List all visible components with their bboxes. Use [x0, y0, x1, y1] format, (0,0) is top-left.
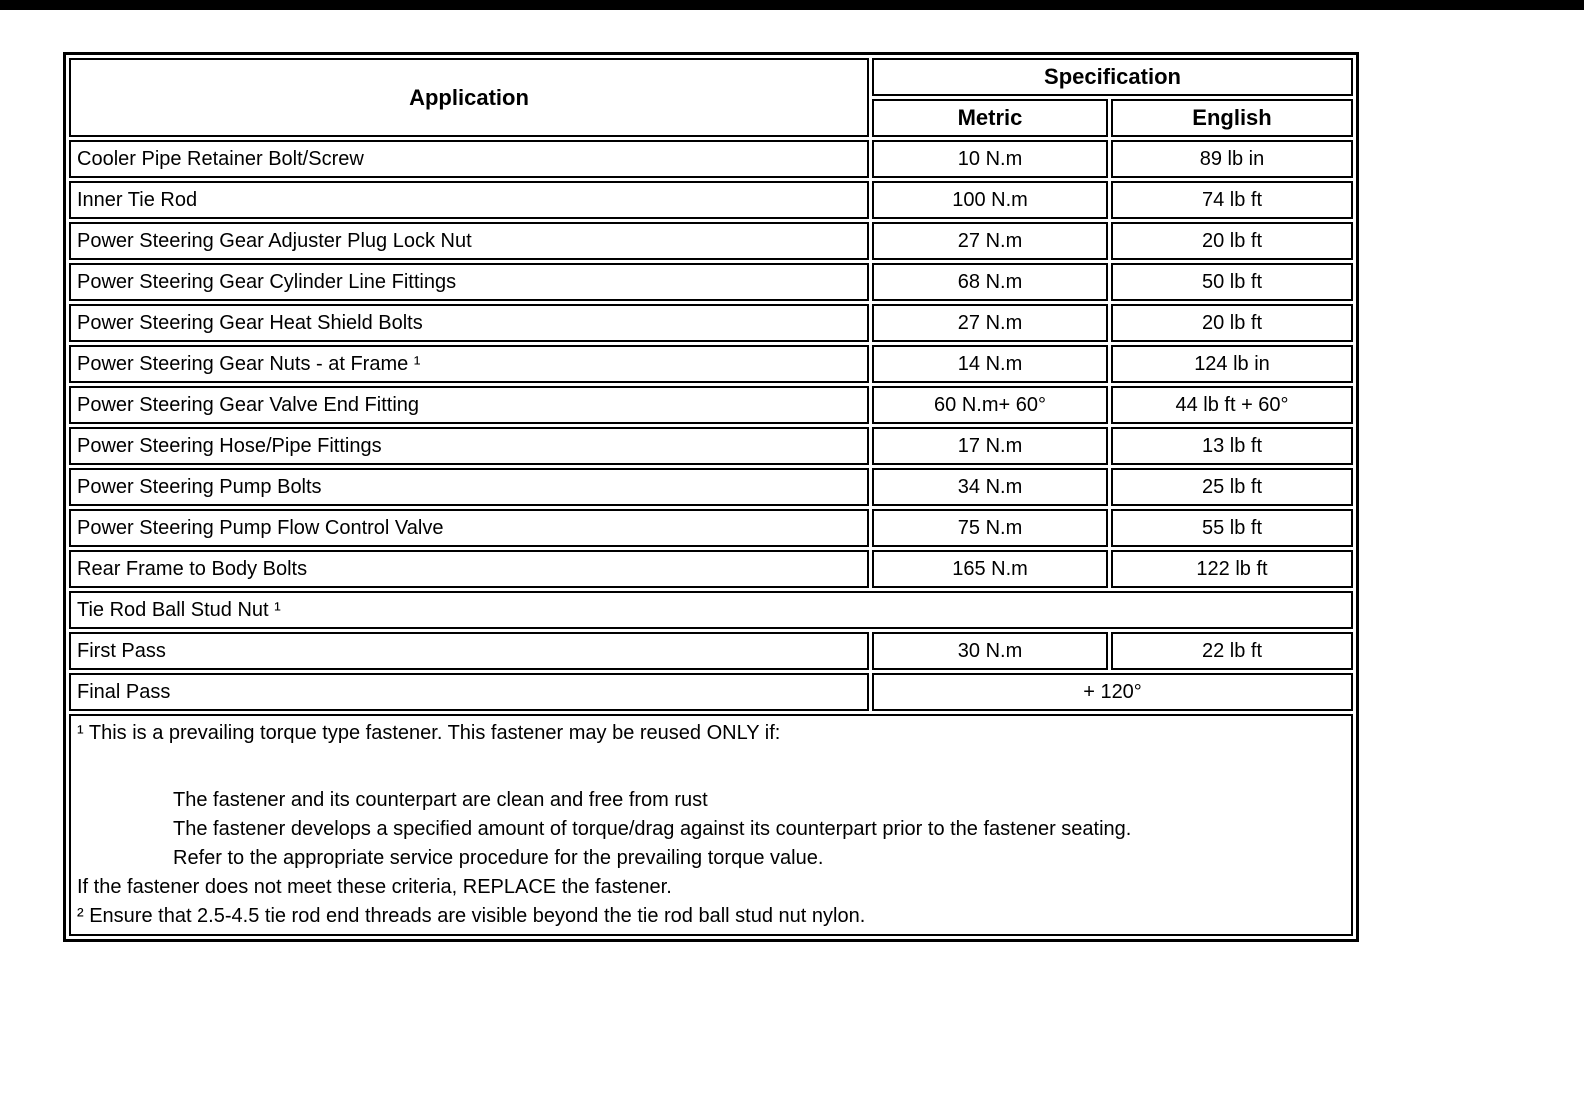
- metric-value-cell: 17 N.m: [872, 427, 1108, 465]
- english-value-cell: 55 lb ft: [1111, 509, 1353, 547]
- table-row-first-pass: [69, 632, 1353, 670]
- footnote-cell: [69, 714, 1353, 936]
- torque-spec-table: [66, 55, 1356, 939]
- metric-value-cell: 165 N.m: [872, 550, 1108, 588]
- application-cell: Power Steering Pump Bolts: [69, 468, 869, 506]
- table-row-final-pass: [69, 673, 1353, 711]
- english-value-cell: 20 lb ft: [1111, 222, 1353, 260]
- metric-column-header: Metric: [872, 99, 1108, 137]
- application-column-header: Application: [69, 58, 869, 137]
- application-cell: Power Steering Gear Nuts - at Frame ¹: [69, 345, 869, 383]
- table-row: [69, 304, 1353, 342]
- footnote-1-criteria-list: [173, 786, 1345, 873]
- table-row: [69, 468, 1353, 506]
- english-value-cell: 124 lb in: [1111, 345, 1353, 383]
- application-cell: Power Steering Gear Adjuster Plug Lock Nut: [69, 222, 869, 260]
- metric-value-cell: 14 N.m: [872, 345, 1108, 383]
- english-value-cell: 74 lb ft: [1111, 181, 1353, 219]
- torque-spec-table-container: [63, 52, 1359, 942]
- english-value-cell: 25 lb ft: [1111, 468, 1353, 506]
- english-value-cell: 122 lb ft: [1111, 550, 1353, 588]
- english-column-header: English: [1111, 99, 1353, 137]
- application-cell: Power Steering Gear Valve End Fitting: [69, 386, 869, 424]
- english-value-cell: 13 lb ft: [1111, 427, 1353, 465]
- header-row-specification: [69, 58, 1353, 96]
- footnote-1-criteria-item: The fastener develops a specified amount of torque/drag against its counterpart prior to the fastener seating.: [173, 818, 1132, 840]
- table-row: [69, 222, 1353, 260]
- table-row: [69, 140, 1353, 178]
- application-cell: Power Steering Gear Cylinder Line Fittings: [69, 263, 869, 301]
- table-row: [69, 550, 1353, 588]
- table-row: [69, 427, 1353, 465]
- application-cell: Rear Frame to Body Bolts: [69, 550, 869, 588]
- metric-value-cell: 68 N.m: [872, 263, 1108, 301]
- group-label-cell: Tie Rod Ball Stud Nut ¹: [69, 591, 1353, 629]
- application-cell: Power Steering Gear Heat Shield Bolts: [69, 304, 869, 342]
- metric-value-cell: 27 N.m: [872, 304, 1108, 342]
- footnote-1-criteria-item: The fastener and its counterpart are clean and free from rust: [173, 789, 708, 811]
- application-cell: Power Steering Pump Flow Control Valve: [69, 509, 869, 547]
- table-row: [69, 509, 1353, 547]
- application-cell: Cooler Pipe Retainer Bolt/Screw: [69, 140, 869, 178]
- table-row: [69, 345, 1353, 383]
- group-row-tie-rod-ball-stud-nut: [69, 591, 1353, 629]
- footnote-1-criteria-item: Refer to the appropriate service procedure for the prevailing torque value.: [173, 847, 824, 869]
- english-value-cell: 50 lb ft: [1111, 263, 1353, 301]
- english-value-cell: 44 lb ft + 60°: [1111, 386, 1353, 424]
- metric-value-cell: 75 N.m: [872, 509, 1108, 547]
- table-row: [69, 263, 1353, 301]
- footnote-1-conclusion: If the fastener does not meet these criteria, REPLACE the fastener.: [77, 876, 672, 898]
- page-top-border: [0, 0, 1584, 10]
- metric-value-cell: 30 N.m: [872, 632, 1108, 670]
- english-value-cell: 20 lb ft: [1111, 304, 1353, 342]
- table-row: [69, 181, 1353, 219]
- metric-value-cell: 27 N.m: [872, 222, 1108, 260]
- metric-value-cell: 34 N.m: [872, 468, 1108, 506]
- english-value-cell: 22 lb ft: [1111, 632, 1353, 670]
- metric-value-cell: 10 N.m: [872, 140, 1108, 178]
- combined-spec-value-cell: + 120°: [872, 673, 1353, 711]
- table-row: [69, 386, 1353, 424]
- footnote-1-intro: ¹ This is a prevailing torque type fastener. This fastener may be reused ONLY if:: [77, 722, 781, 744]
- metric-value-cell: 100 N.m: [872, 181, 1108, 219]
- english-value-cell: 89 lb in: [1111, 140, 1353, 178]
- application-cell: First Pass: [69, 632, 869, 670]
- specification-column-header: Specification: [872, 58, 1353, 96]
- footnote-row: [69, 714, 1353, 936]
- application-cell: Final Pass: [69, 673, 869, 711]
- application-cell: Inner Tie Rod: [69, 181, 869, 219]
- application-cell: Power Steering Hose/Pipe Fittings: [69, 427, 869, 465]
- footnote-2: ² Ensure that 2.5-4.5 tie rod end threads are visible beyond the tie rod ball stud nut nylon.: [77, 905, 866, 927]
- metric-value-cell: 60 N.m+ 60°: [872, 386, 1108, 424]
